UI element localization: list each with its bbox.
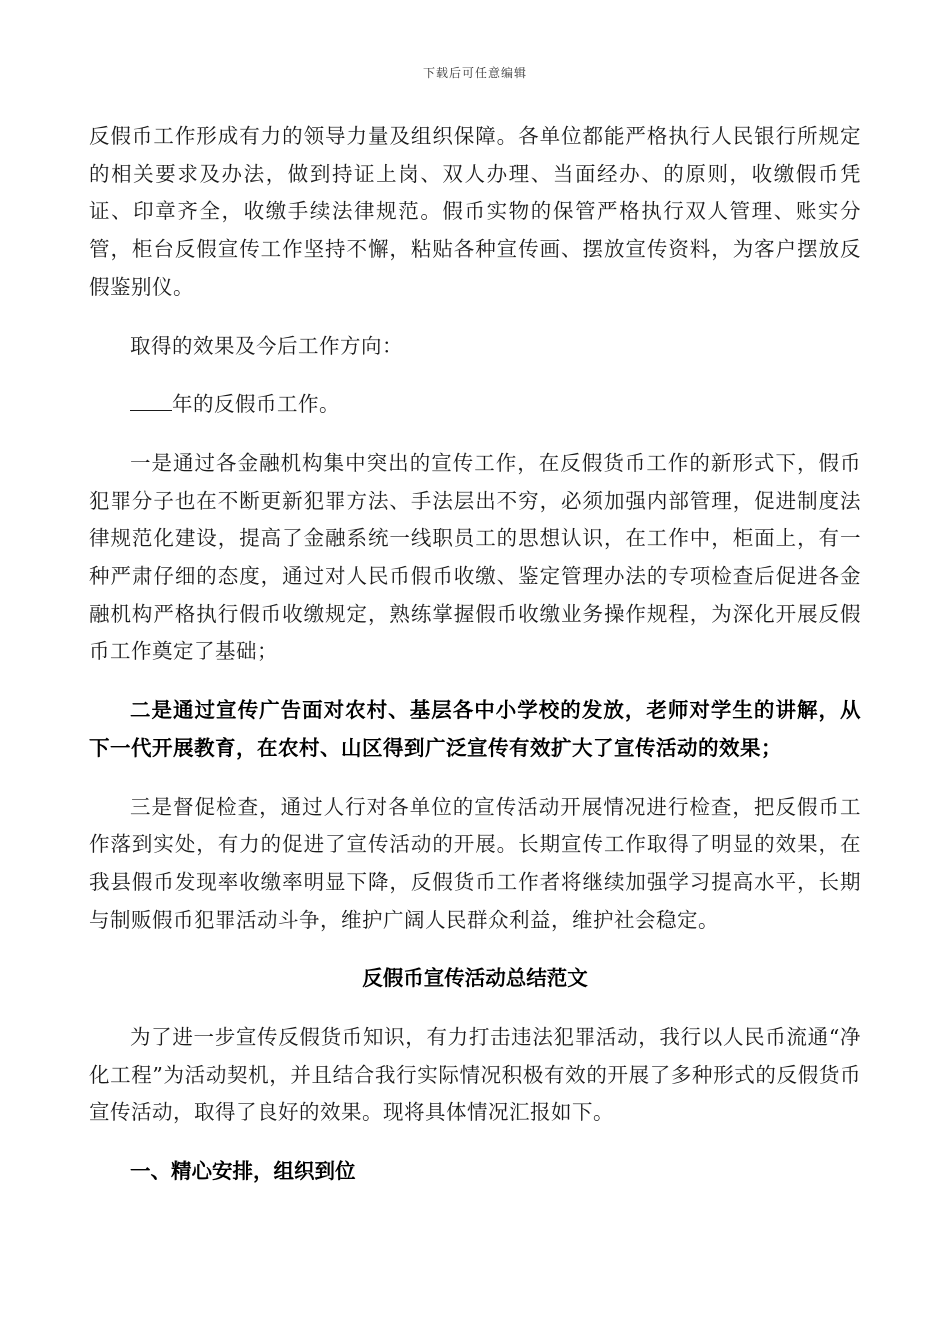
paragraph-results-intro: 取得的效果及今后工作方向： — [130, 333, 403, 358]
paragraph-point-one: 一是通过各金融机构集中突出的宣传工作，在反假货币工作的新形式下，假币犯罪分子也在不断更新犯罪方法、手法层出不穷，必须加强内部管理，促进制度法律规范化建设，提高了金融系统一线职员工的思想认识，在工作中，柜面上，有一种严肃仔细的态度，通过对人民币假币收缴、鉴定管理办法的专项检查后促进各金融机构严格执行假币收缴规定，熟练掌握假币收缴业务操作规程，为深化开展反假币工作奠定了基础； — [89, 450, 861, 664]
document-body — [89, 118, 861, 1191]
section-heading-one: 一、精心安排，组织到位 — [130, 1159, 356, 1184]
paragraph-point-three: 三是督促检查，通过人行对各单位的宣传活动开展情况进行检查，把反假币工作落到实处，有力的促进了宣传活动的开展。长期宣传工作取得了明显的效果，在我县假币发现率收缴率明显下降，反假货币工作者将继续加强学习提高水平，长期与制贩假币犯罪活动斗争，维护广阔人民群众利益，维护社会稳定。 — [89, 794, 861, 932]
paragraph-organization: 反假币工作形成有力的领导力量及组织保障。各单位都能严格执行人民银行所规定的相关要求及办法，做到持证上岗、双人办理、当面经办、的原则，收缴假币凭证、印章齐全，收缴手续法律规范。假币实物的保管严格执行双人管理、账实分管，柜台反假宣传工作坚持不懈，粘贴各种宣传画、摆放宣传资料，为客户摆放反假鉴别仪。 — [89, 124, 861, 299]
section-title: 反假币宣传活动总结范文 — [362, 966, 588, 991]
year-blank — [130, 394, 172, 411]
paragraph-point-two: 二是通过宣传广告面对农村、基层各中小学校的发放，老师对学生的讲解，从下一代开展教育，在农村、山区得到广泛宣传有效扩大了宣传活动的效果； — [89, 698, 861, 760]
page-header-note: 下载后可任意编辑 — [422, 66, 527, 80]
paragraph-introduction: 为了进一步宣传反假货币知识，有力打击违法犯罪活动，我行以人民币流通“净化工程”为活动契机，并且结合我行实际情况积极有效的开展了多种形式的反假货币宣传活动，取得了良好的效果。现将具体情况汇报如下。 — [89, 1025, 861, 1125]
year-work-text: 年的反假币工作。 — [172, 392, 340, 417]
paragraph-year-work — [89, 386, 861, 424]
